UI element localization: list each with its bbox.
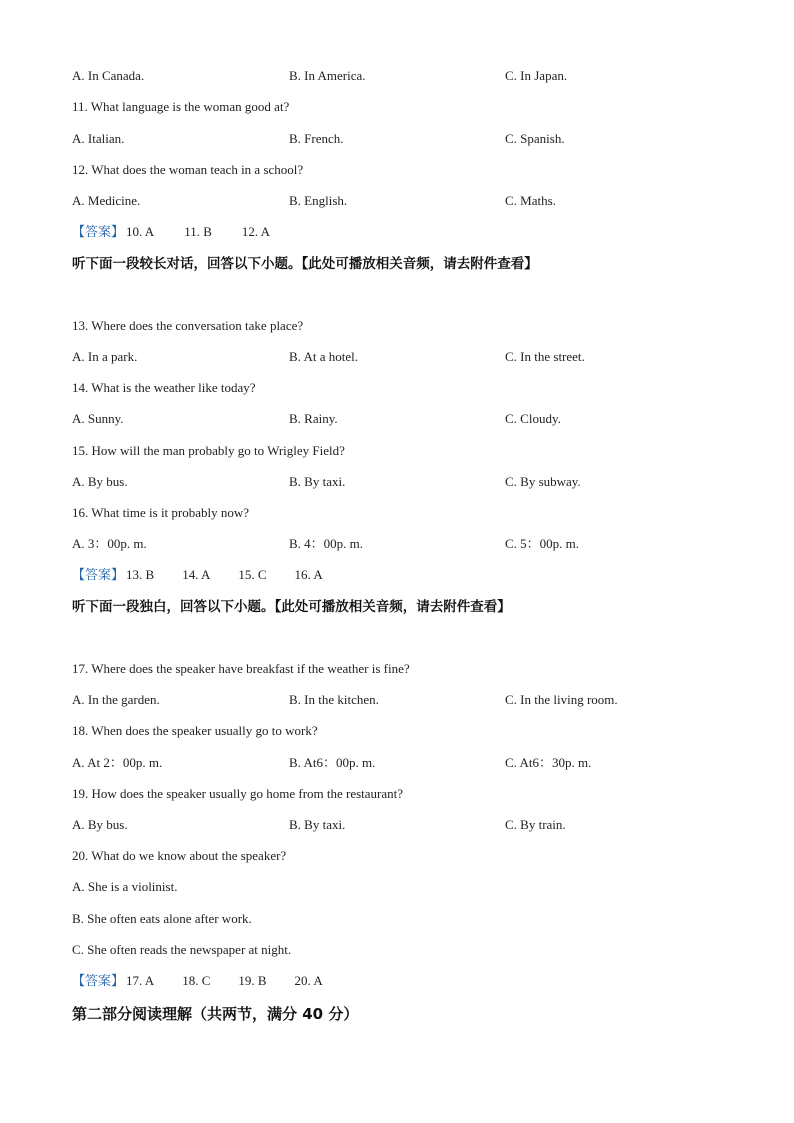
q17-stem: 17. Where does the speaker have breakfast if the weather is fine?: [72, 661, 410, 676]
q17-option-b: B. In the kitchen.: [289, 692, 379, 707]
q15-option-b: B. By taxi.: [289, 474, 346, 489]
q13-stem: 13. Where does the conversation take place?: [72, 318, 304, 333]
q12-option-c: C. Maths.: [505, 193, 556, 208]
answer-value: 20. A: [294, 973, 323, 988]
q16-option-c: C. 5：00p. m.: [505, 536, 580, 551]
q14-stem: 14. What is the weather like today?: [72, 380, 256, 395]
q15-stem: 15. How will the man probably go to Wrigley Field?: [72, 443, 345, 458]
q16-stem: 16. What time is it probably now?: [72, 505, 250, 520]
q20-option-b: B. She often eats alone after work.: [72, 911, 252, 926]
q13-option-a: A. In a park.: [72, 349, 138, 364]
q18-option-c: C. At6：30p. m.: [505, 755, 592, 770]
listening-instruction-1: 听下面一段较长对话，回答以下小题。【此处可播放相关音频，请去附件查看】: [72, 256, 538, 272]
q13-option-b: B. At a hotel.: [289, 349, 358, 364]
answer-value: 13. B: [126, 567, 155, 582]
q11-stem: 11. What language is the woman good at?: [72, 99, 290, 114]
q12-option-a: A. Medicine.: [72, 193, 141, 208]
answer-block-2: [72, 567, 323, 584]
q14-option-a: A. Sunny.: [72, 411, 124, 426]
q16-option-a: A. 3：00p. m.: [72, 536, 147, 551]
q11-option-b: B. French.: [289, 131, 344, 146]
q18-option-a: A. At 2：00p. m.: [72, 755, 163, 770]
answer-tag: 【答案】: [72, 974, 125, 989]
q20-stem: 20. What do we know about the speaker?: [72, 848, 287, 863]
q19-option-b: B. By taxi.: [289, 817, 346, 832]
answer-value: 10. A: [126, 224, 155, 239]
answer-block-3: [72, 973, 323, 990]
q10-option-b: B. In America.: [289, 68, 366, 83]
q18-option-b: B. At6：00p. m.: [289, 755, 376, 770]
q11-option-c: C. Spanish.: [505, 131, 565, 146]
q19-option-a: A. By bus.: [72, 817, 128, 832]
answer-value: 16. A: [294, 567, 323, 582]
q13-option-c: C. In the street.: [505, 349, 585, 364]
answer-value: 11. B: [184, 224, 212, 239]
q14-option-b: B. Rainy.: [289, 411, 338, 426]
q19-option-c: C. By train.: [505, 817, 566, 832]
answer-value: 15. C: [238, 567, 267, 582]
q20-option-a: A. She is a violinist.: [72, 879, 178, 894]
section-title: 第二部分阅读理解（共两节，满分 40 分）: [72, 1005, 359, 1023]
answer-block-1: [72, 224, 270, 241]
answer-value: 12. A: [241, 224, 271, 239]
answer-value: 18. C: [182, 973, 211, 988]
q15-option-c: C. By subway.: [505, 474, 581, 489]
q17-option-c: C. In the living room.: [505, 692, 618, 707]
answer-value: 14. A: [182, 567, 211, 582]
q19-stem: 19. How does the speaker usually go home from the restaurant?: [72, 786, 404, 801]
answer-tag: 【答案】: [72, 225, 125, 240]
q16-option-b: B. 4：00p. m.: [289, 536, 364, 551]
q12-stem: 12. What does the woman teach in a school?: [72, 162, 304, 177]
answer-tag: 【答案】: [72, 568, 125, 583]
q10-option-a: A. In Canada.: [72, 68, 145, 83]
q14-option-c: C. Cloudy.: [505, 411, 561, 426]
q20-option-c: C. She often reads the newspaper at night.: [72, 942, 292, 957]
listening-instruction-2: 听下面一段独白，回答以下小题。【此处可播放相关音频，请去附件查看】: [72, 599, 511, 615]
answer-value: 17. A: [126, 973, 155, 988]
q10-option-c: C. In Japan.: [505, 68, 568, 83]
q17-option-a: A. In the garden.: [72, 692, 160, 707]
q15-option-a: A. By bus.: [72, 474, 128, 489]
q18-stem: 18. When does the speaker usually go to work?: [72, 723, 318, 738]
answer-value: 19. B: [238, 973, 267, 988]
q12-option-b: B. English.: [289, 193, 348, 208]
q11-option-a: A. Italian.: [72, 131, 125, 146]
